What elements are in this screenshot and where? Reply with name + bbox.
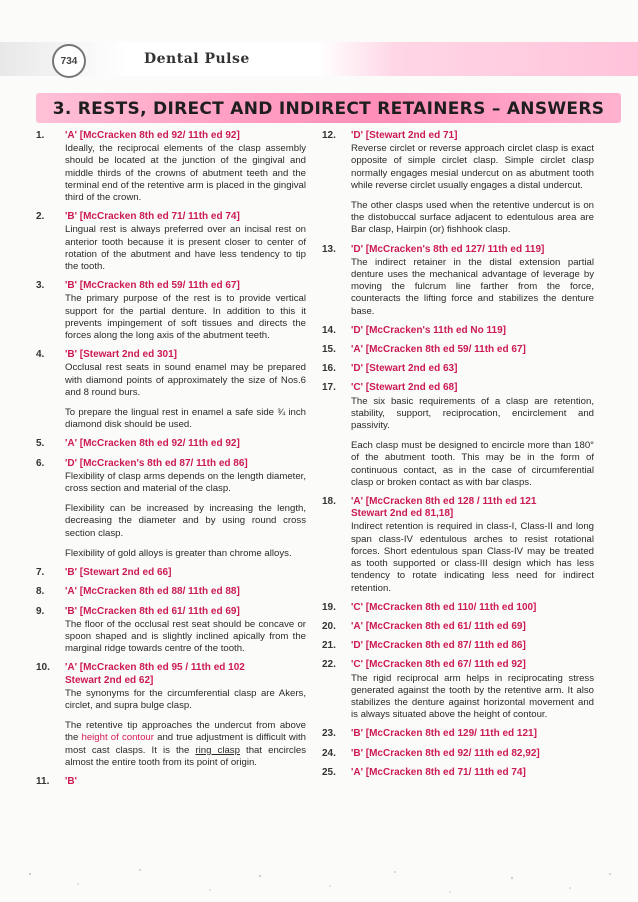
explanation: The six basic requirements of a clasp are retention, stability, support, reciprocation, encirclement and passivity. xyxy=(351,395,594,432)
answer-reference: 'B' [McCracken 8th ed 129/ 11th ed 121] xyxy=(351,728,537,740)
explanation: Indirect retention is required in class-I, Class-II and long span class-IV edentulous arches to resist rotational forces. Short edentulous span Class-IV may be treated as tooth supported or class-III design which has less tendency to rotate indicating less need for indirect retention. xyxy=(351,521,594,594)
question-number: 10. xyxy=(36,662,50,674)
answer-reference: 'D' [McCracken's 8th ed 127/ 11th ed 119] xyxy=(351,243,545,255)
question-number: 15. xyxy=(322,344,336,356)
question-number: 1. xyxy=(36,130,45,141)
explanation-paragraph: Each clasp must be designed to encircle more than 180° of the abutment tooth. This may be in the form of continuous contact, as in the case of circumferential clasp or broken contact as with bar clasps. xyxy=(351,440,594,488)
explanation: The indirect retainer in the distal extension partial denture uses the mechanical advantage of leverage by moving the fulcrum line farther from the force, counteracts the lifting force and stabilizes the denture base. xyxy=(351,256,594,317)
explanation: Ideally, the reciprocal elements of the clasp assembly should be located at the junction of the gingival and middle thirds of the crowns of abutment teeth and the terminal end of the retentive arm is placed in the gingival third of the crown. xyxy=(65,143,306,204)
underlined-term: ring clasp xyxy=(195,744,240,756)
question-number: 6. xyxy=(36,457,45,469)
answer-item xyxy=(36,606,306,656)
answer-item xyxy=(322,244,594,318)
text-run: The retentive tip approaches the undercut from above the xyxy=(65,720,306,744)
question-number: 16. xyxy=(322,363,336,375)
answer-reference: 'A' [McCracken 8th ed 61/ 11th ed 69] xyxy=(351,620,526,632)
answer-item xyxy=(36,662,306,769)
answer-reference: 'D' [McCracken 8th ed 87/ 11th ed 86] xyxy=(351,640,526,652)
answer-reference: 'D' [Stewart 2nd ed 63] xyxy=(351,363,458,375)
answer-item xyxy=(322,130,594,237)
header-band xyxy=(0,42,638,76)
question-number: 24. xyxy=(322,747,336,759)
question-number: 22. xyxy=(322,659,336,671)
question-number: 3. xyxy=(36,280,45,292)
answer-item xyxy=(322,325,594,337)
explanation: Occlusal rest seats in sound enamel may be prepared with diamond points of approximately the size of Nos.6 and 8 round burs. xyxy=(65,362,306,398)
answer-reference: 'B' [McCracken 8th ed 92/ 11th ed 82,92] xyxy=(351,747,540,759)
answer-reference: 'C' [Stewart 2nd ed 68] xyxy=(351,382,458,394)
left-column xyxy=(36,130,306,795)
answer-item xyxy=(322,621,594,633)
right-column xyxy=(322,130,594,786)
answer-reference: 'B' [Stewart 2nd ed 66] xyxy=(65,567,172,579)
page-title: 3. RESTS, DIRECT AND INDIRECT RETAINERS – ANSWERS xyxy=(52,99,605,119)
question-number: 23. xyxy=(322,728,336,740)
explanation-paragraph: To prepare the lingual rest in enamel a safe side ¾ inch diamond disk should be used. xyxy=(65,407,306,431)
answer-item xyxy=(36,458,306,560)
answer-reference-cont: Stewart 2nd ed 81,18] xyxy=(351,508,454,520)
question-number: 18. xyxy=(322,496,336,508)
answer-reference: 'C' [McCracken 8th ed 67/ 11th ed 92] xyxy=(351,659,526,671)
question-number: 21. xyxy=(322,640,336,652)
question-number: 7. xyxy=(36,567,45,579)
answer-reference: 'D' [McCracken's 11th ed No 119] xyxy=(351,324,506,336)
answer-reference: 'A' [McCracken 8th ed 88/ 11th ed 88] xyxy=(65,586,240,598)
explanation: The floor of the occlusal rest seat should be concave or spoon shaped and is slightly inclined apically from the marginal ridge towards centre of the tooth. xyxy=(65,618,306,655)
explanation: The synonyms for the circumferential clasp are Akers, circlet, and supra bulge clasp. xyxy=(65,687,306,711)
explanation-paragraph: Flexibility of gold alloys is greater than chrome alloys. xyxy=(65,547,292,559)
page-number-badge xyxy=(52,44,86,78)
question-number: 20. xyxy=(322,620,336,632)
answer-item xyxy=(36,349,306,431)
answer-reference: 'A' [McCracken 8th ed 92/ 11th ed 92] xyxy=(65,438,240,450)
question-number: 25. xyxy=(322,766,336,778)
question-number: 13. xyxy=(322,243,336,255)
answer-item xyxy=(322,496,594,595)
answer-item xyxy=(322,363,594,375)
question-number: 17. xyxy=(322,382,336,394)
explanation: Reverse circlet or reverse approach circlet clasp is exact opposite of simple circlet clasp. Simple circlet clasp normally engages mesial undercut on as abutment tooth while reverse circlet usually engages a distal undercut. xyxy=(351,143,594,191)
answer-reference: 'B' [McCracken 8th ed 61/ 11th ed 69] xyxy=(65,605,240,617)
question-number: 14. xyxy=(322,324,336,336)
question-number: 4. xyxy=(36,349,45,361)
answer-item xyxy=(322,640,594,652)
explanation-paragraph: The other clasps used when the retentive undercut is on the distobuccal surface adjacent to edentulous area are Bar clasp, Hairpin (or) fishhook clasp. xyxy=(351,200,594,236)
explanation: The primary purpose of the rest is to provide vertical support for the partial denture. In addition to this it prevents impingement of soft tissues and directs the forces along the long axis of the abutment teeth. xyxy=(65,293,306,342)
page-number: 734 xyxy=(60,55,78,67)
answer-item xyxy=(322,748,594,760)
question-number: 9. xyxy=(36,605,45,617)
answer-item xyxy=(322,767,594,779)
answer-reference: 'D' [Stewart 2nd ed 71] xyxy=(351,130,458,141)
question-number: 11. xyxy=(36,775,50,787)
answer-item xyxy=(36,438,306,450)
answer-item xyxy=(36,586,306,598)
answer-item xyxy=(322,344,594,356)
answer-reference: 'A' [McCracken 8th ed 95 / 11th ed 102 xyxy=(65,662,245,674)
answer-item xyxy=(322,728,594,740)
answer-reference: 'B' [Stewart 2nd ed 301] xyxy=(65,349,178,361)
highlighted-term: height of contour xyxy=(81,732,154,744)
explanation: The rigid reciprocal arm helps in reciprocating stress generated against the tooth by the retentive arm. It also stabilizes the denture against horizontal movement and is always situated above the height of contour. xyxy=(351,672,594,721)
answer-item xyxy=(36,280,306,342)
answer-reference: 'A' [McCracken 8th ed 92/ 11th ed 92] xyxy=(65,130,240,141)
answer-item xyxy=(36,130,306,204)
answer-item xyxy=(322,382,594,489)
answer-reference: 'A' [McCracken 8th ed 71/ 11th ed 74] xyxy=(351,766,526,778)
question-number: 19. xyxy=(322,601,336,613)
answer-item xyxy=(36,567,306,579)
explanation-paragraph: Flexibility can be increased by increasing the length, decreasing the diameter and by using round cross section clasp. xyxy=(65,503,306,539)
answer-item xyxy=(36,211,306,273)
answer-reference-cont: Stewart 2nd ed 62] xyxy=(65,674,154,686)
answer-reference: 'B' [McCracken 8th ed 71/ 11th ed 74] xyxy=(65,211,240,223)
answer-item xyxy=(36,776,306,788)
question-number: 5. xyxy=(36,438,45,450)
answer-reference: 'D' [McCracken's 8th ed 87/ 11th ed 86] xyxy=(65,457,248,469)
answer-reference: 'B' [McCracken 8th ed 59/ 11th ed 67] xyxy=(65,280,240,292)
scan-specks xyxy=(0,862,638,902)
answer-reference: 'A' [McCracken 8th ed 128 / 11th ed 121 xyxy=(351,496,537,508)
explanation-paragraph xyxy=(65,720,306,769)
text-run: and true adjustment is difficult with most cast clasps. It is the xyxy=(65,732,306,756)
question-number: 8. xyxy=(36,586,45,598)
brand-name: Dental Pulse xyxy=(144,51,250,67)
question-number: 12. xyxy=(322,130,336,141)
answer-item xyxy=(322,659,594,721)
answer-reference: 'A' [McCracken 8th ed 59/ 11th ed 67] xyxy=(351,344,526,356)
explanation: Lingual rest is always preferred over an incisal rest on anterior tooth because it is present closer to center of rotation of the abutment and have less tendency to tip the tooth. xyxy=(65,224,306,273)
answer-item xyxy=(322,602,594,614)
text-run: that encircles almost the entire tooth from its point of origin. xyxy=(65,744,306,768)
question-number: 2. xyxy=(36,211,45,223)
answer-reference: 'B' xyxy=(65,775,77,787)
explanation: Flexibility of clasp arms depends on the length diameter, cross section and material of the clasp. xyxy=(65,470,306,495)
answer-reference: 'C' [McCracken 8th ed 110/ 11th ed 100] xyxy=(351,601,537,613)
